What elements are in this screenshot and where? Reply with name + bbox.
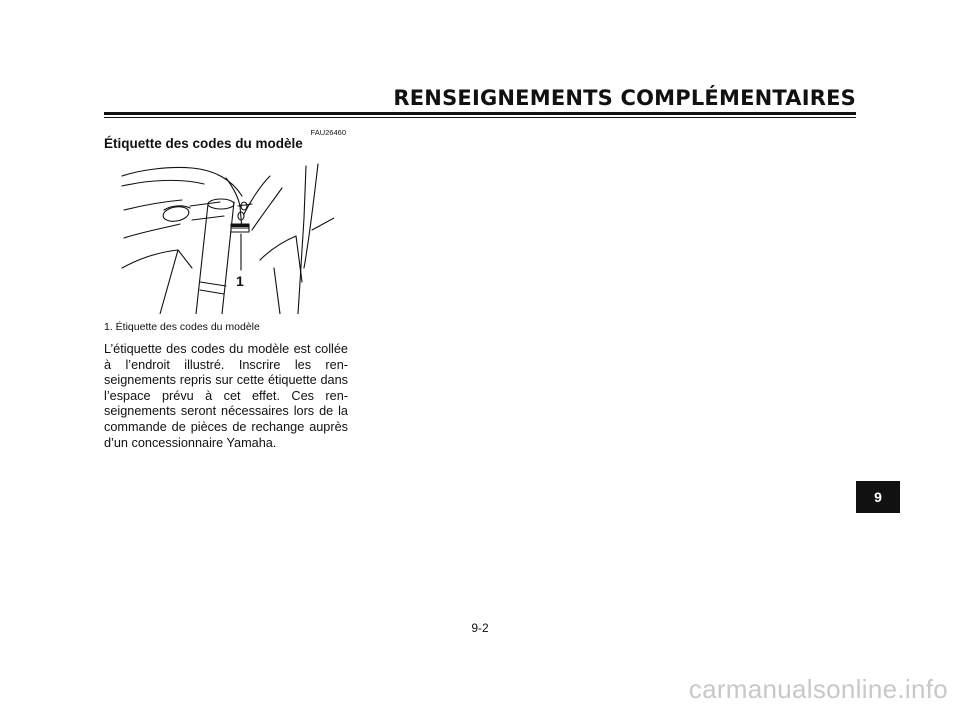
header-rule-thick bbox=[104, 112, 856, 115]
chapter-tab[interactable]: 9 bbox=[856, 481, 900, 513]
body-paragraph: L’étiquette des codes du modèle est collée à l’endroit illustré. Inscrire les renseignements repris sur cette étiquette dans l’espace prévu à cet effet. Ces renseignements seront nécessaires lors de la commande de pièces de rechange auprès d’un concessionnaire Yamaha. bbox=[104, 342, 348, 450]
header-rule-thin bbox=[104, 117, 856, 118]
chapter-title: RENSEIGNEMENTS COMPLÉMENTAIRES bbox=[393, 86, 856, 110]
page-number: 9-2 bbox=[471, 621, 489, 635]
figure-caption: 1. Étiquette des codes du modèle bbox=[104, 321, 260, 333]
watermark: carmanualsonline.info bbox=[688, 674, 948, 704]
reference-code: FAU26460 bbox=[310, 128, 346, 137]
model-label-illustration bbox=[120, 158, 334, 314]
figure-callout-number: 1 bbox=[236, 273, 244, 289]
section-heading: Étiquette des codes du modèle bbox=[104, 136, 303, 151]
